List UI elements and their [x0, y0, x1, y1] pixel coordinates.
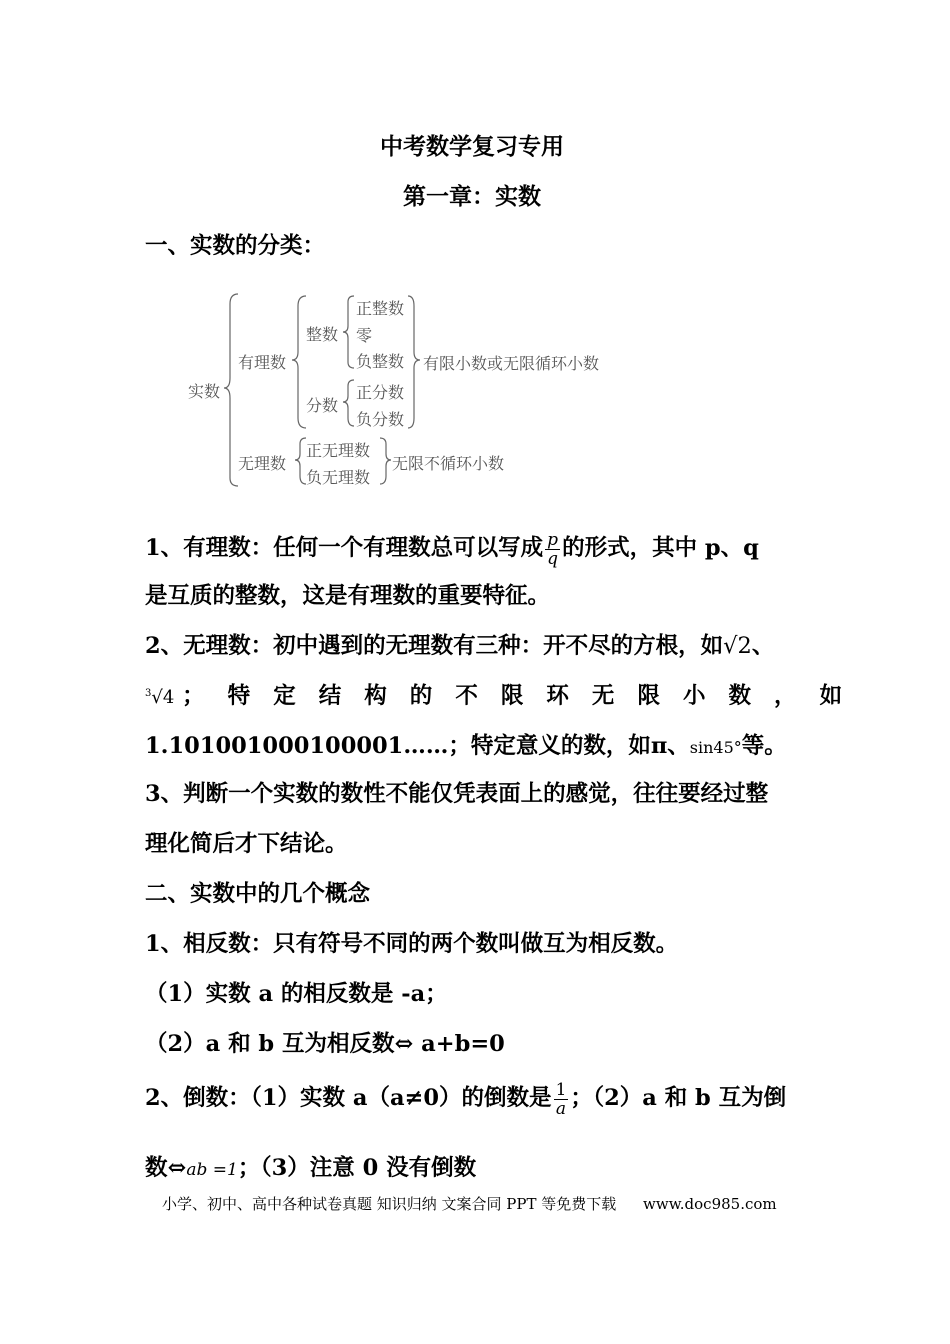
spread-char: 构 — [364, 683, 387, 709]
fraction-1-over-a — [554, 1081, 569, 1118]
paragraph-rational — [145, 530, 759, 568]
radicand: √4 — [151, 687, 175, 708]
tree-positive-integer: 正整数 — [356, 299, 405, 318]
fraction-p-over-q — [545, 531, 560, 568]
spread-char: 环 — [546, 683, 569, 709]
tree-negative-integer: 负整数 — [356, 352, 405, 371]
root-index: 3 — [145, 688, 152, 699]
paragraph-rational-cont: 是互质的整数，这是有理数的重要特征。 — [145, 583, 551, 609]
denominator: a — [555, 1098, 567, 1119]
concept-opposite: 1、相反数：只有符号不同的两个数叫做互为相反数。 — [145, 931, 679, 957]
brace-integer — [343, 296, 354, 368]
spread-char: 限 — [500, 683, 524, 709]
tree-positive-irrational: 正无理数 — [306, 441, 371, 460]
paragraph-judge-cont: 理化简后才下结论。 — [145, 831, 348, 857]
text: 2、倒数：（1）实数 a（a≠0）的倒数是 — [145, 1085, 552, 1111]
spread-char: 小 — [682, 683, 706, 709]
numerator: p — [547, 529, 559, 550]
spread-text — [182, 678, 842, 710]
spread-char: 的 — [409, 683, 433, 709]
text: 等。 — [741, 733, 787, 759]
tree-rational-note: 有限小数或无限循环小数 — [423, 354, 600, 373]
tree-root: 实数 — [188, 382, 221, 401]
text: 数⇔ — [145, 1155, 187, 1181]
classification-tree — [180, 290, 650, 490]
tree-positive-fraction: 正分数 — [356, 383, 405, 402]
separator: 、 — [751, 633, 775, 659]
spread-char: ； — [182, 683, 205, 709]
section-heading-concepts: 二、实数中的几个概念 — [145, 881, 371, 907]
tree-negative-fraction: 负分数 — [356, 410, 405, 429]
brace-rational — [292, 296, 306, 428]
concept-opposite-1: （1）实数 a 的相反数是 -a； — [145, 981, 448, 1007]
spread-char: 数 — [728, 683, 752, 709]
paragraph-judge: 3、判断一个实数的数性不能仅凭表面上的感觉，往往要经过整 — [145, 781, 769, 807]
brace-irrational — [295, 438, 306, 484]
paragraph-irrational-line3 — [145, 728, 787, 760]
brace-irrational-right — [380, 438, 391, 484]
text: ；（2）a 和 b 互为倒 — [570, 1085, 787, 1111]
paragraph-irrational-line2 — [145, 678, 842, 710]
brace-fraction — [343, 380, 354, 426]
concept-reciprocal-cont — [145, 1150, 476, 1182]
tree-irrational-note: 无限不循环小数 — [392, 454, 505, 473]
footer — [162, 1193, 777, 1214]
ab-equals-1: ab =1 — [186, 1160, 238, 1180]
section-heading-classification: 一、实数的分类： — [145, 233, 326, 259]
numerator: 1 — [555, 1079, 567, 1100]
chapter-title: 第一章：实数 — [403, 183, 541, 210]
spread-char: 如 — [819, 683, 843, 709]
spread-char: 定 — [273, 683, 296, 709]
text: 1、有理数：任何一个有理数总可以写成 — [145, 535, 544, 561]
text: 2、无理数：初中遇到的无理数有三种：开不尽的方根，如 — [145, 633, 724, 659]
spread-char: 无 — [591, 683, 615, 709]
concept-opposite-2: （2）a 和 b 互为相反数⇔ a+b=0 — [145, 1031, 505, 1057]
tree-irrational: 无理数 — [238, 454, 287, 473]
text: 1.101001000100001……；特定意义的数，如 — [145, 733, 651, 759]
sqrt-2: √2 — [723, 633, 752, 659]
spread-char: 不 — [455, 683, 478, 709]
brace-real — [224, 294, 238, 486]
tree-integer: 整数 — [306, 325, 339, 344]
denominator: q — [547, 548, 559, 569]
spread-char: 特 — [227, 683, 251, 709]
paragraph-irrational — [145, 628, 774, 660]
footer-text: 小学、初中、高中各种试卷真题 知识归纳 文案合同 PPT 等免费下载 — [162, 1195, 617, 1213]
tree-negative-irrational: 负无理数 — [306, 468, 371, 487]
tree-fraction: 分数 — [306, 396, 339, 415]
spread-char: 结 — [318, 683, 342, 709]
pi-symbol: π、 — [650, 733, 690, 759]
text: ；（3）注意 0 没有倒数 — [237, 1155, 477, 1181]
page-title: 中考数学复习专用 — [380, 133, 564, 160]
tree-rational: 有理数 — [238, 353, 287, 372]
spread-char: ， — [774, 683, 797, 709]
tree-zero: 零 — [356, 326, 373, 345]
footer-url[interactable]: www.doc985.com — [643, 1195, 777, 1213]
sin45: sin45° — [689, 738, 742, 757]
brace-rational-right — [408, 296, 420, 428]
spread-char: 限 — [637, 683, 660, 709]
concept-reciprocal — [145, 1080, 786, 1118]
cube-root-4 — [145, 687, 174, 708]
text: 的形式，其中 p、q — [562, 535, 759, 561]
